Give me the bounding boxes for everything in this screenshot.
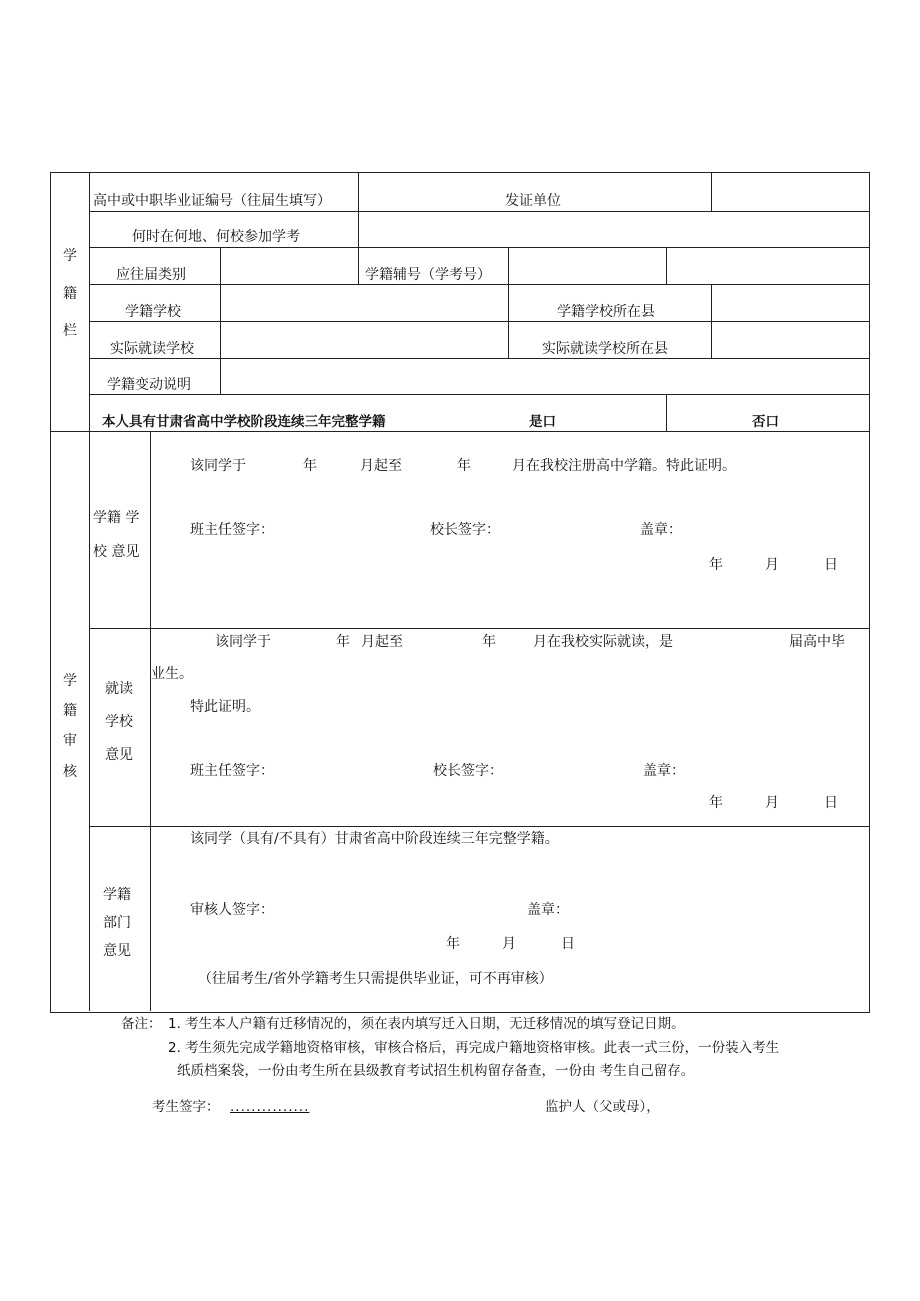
seal-label: 盖章： <box>643 763 685 779</box>
col-divider <box>508 284 509 358</box>
change-note-label: 学籍变动说明 <box>107 377 191 393</box>
opinion-text: 届高中毕 <box>789 634 845 650</box>
teacher-sign-label: 班主任签字： <box>190 763 274 779</box>
grad-category-field[interactable] <box>221 248 358 284</box>
actual-school-opinion-label: 就读 <box>105 681 133 697</box>
col-divider <box>666 247 667 284</box>
actual-county-label: 实际就读学校所在县 <box>542 341 668 357</box>
sub-label-divider <box>150 431 151 1011</box>
actual-school-label: 实际就读学校 <box>110 341 194 357</box>
section2-label-char: 学 <box>63 673 77 689</box>
section1-label-char: 籍 <box>63 286 77 302</box>
year-mark: 年 <box>336 634 350 650</box>
registry-dept-opinion-label: 部门 <box>103 915 131 931</box>
row-divider <box>89 394 869 395</box>
section2-label-char: 核 <box>63 764 77 780</box>
date-year: 年 <box>709 557 723 573</box>
month-from-mark: 月起至 <box>361 634 403 650</box>
actual-county-field[interactable] <box>712 322 868 358</box>
remark-item: 纸质档案袋，一份由考生所在县级教育考试招生机构留存备查，一份由 考生自己留存。 <box>177 1063 695 1079</box>
registry-number-field[interactable] <box>509 248 666 284</box>
row-divider <box>89 826 869 827</box>
section-divider <box>50 431 869 432</box>
seal-label: 盖章： <box>527 902 569 918</box>
section2-label-char: 籍 <box>63 703 77 719</box>
date-month: 月 <box>765 557 779 573</box>
seal-label: 盖章： <box>640 522 682 538</box>
principal-sign-label: 校长签字： <box>430 522 500 538</box>
proof-text: 特此证明。 <box>190 699 260 715</box>
month-from-mark: 月起至 <box>360 458 402 474</box>
date-month: 月 <box>765 795 779 811</box>
col-divider <box>358 247 359 284</box>
opinion-text: 月在我校实际就读，是 <box>533 634 673 650</box>
section1-label-char: 栏 <box>63 323 77 339</box>
remark-item: 2. 考生须先完成学籍地资格审核，审核合格后，再完成户籍地资格审核。此表一式三份，一份装入考生 <box>168 1040 780 1056</box>
opinion-text: 该同学于 <box>215 634 271 650</box>
reviewer-sign-label: 审核人签字： <box>190 902 274 918</box>
remarks-label: 备注： <box>121 1016 162 1032</box>
dept-note: （往届考生/省外学籍考生只需提供毕业证，可不再审核） <box>198 971 553 987</box>
date-year: 年 <box>446 936 460 952</box>
registry-county-field[interactable] <box>712 285 868 321</box>
exam-place-label: 何时在何地、何校参加学考 <box>132 229 300 245</box>
registry-school-field[interactable] <box>221 285 508 321</box>
dept-opinion-text: 该同学（具有/不具有）甘肃省高中阶段连续三年完整学籍。 <box>190 831 559 847</box>
registry-county-label: 学籍学校所在县 <box>557 304 655 320</box>
opinion-text-wrap: 业生。 <box>151 666 193 682</box>
actual-school-field[interactable] <box>221 322 508 358</box>
actual-school-opinion-label: 学校 <box>105 714 133 730</box>
col-divider <box>666 394 667 431</box>
section1-label-char: 学 <box>63 248 77 264</box>
registry-dept-opinion-label: 意见 <box>103 943 131 959</box>
student-sign-label: 考生签字： <box>152 1099 220 1115</box>
year-mark: 年 <box>482 634 496 650</box>
registry-school-opinion-label: 学籍 学 <box>93 510 140 526</box>
change-note-field[interactable] <box>221 359 868 394</box>
registry-school-label: 学籍学校 <box>125 304 181 320</box>
principal-sign-label: 校长签字： <box>433 763 503 779</box>
remark-item: 1. 考生本人户籍有迁移情况的，须在表内填写迁入日期，无迁移情况的填写登记日期。 <box>168 1016 685 1032</box>
guardian-sign-label: 监护人（父或母）， <box>545 1099 660 1115</box>
date-day: 日 <box>824 795 838 811</box>
year-mark: 年 <box>303 458 317 474</box>
date-day: 日 <box>824 557 838 573</box>
registry-statement: 本人具有甘肃省高中学校阶段连续三年完整学籍 <box>102 414 386 430</box>
issuer-field[interactable] <box>712 172 868 211</box>
issuer-label: 发证单位 <box>505 193 561 209</box>
date-day: 日 <box>561 936 575 952</box>
registry-dept-opinion-label: 学籍 <box>103 887 131 903</box>
section2-label-char: 审 <box>63 733 77 749</box>
date-year: 年 <box>709 795 723 811</box>
opinion-text: 该同学于 <box>190 458 246 474</box>
year-mark: 年 <box>457 458 471 474</box>
label-column-divider <box>89 172 90 1011</box>
exam-place-field[interactable] <box>359 212 868 247</box>
teacher-sign-label: 班主任签字： <box>190 522 274 538</box>
registry-number-label: 学籍辅号（学考号） <box>365 267 491 283</box>
row-divider <box>89 628 869 629</box>
opinion-text: 月在我校注册高中学籍。特此证明。 <box>512 458 736 474</box>
grad-category-label: 应往届类别 <box>116 267 186 283</box>
student-sign-field[interactable]: ............... <box>230 1099 310 1115</box>
date-month: 月 <box>502 936 516 952</box>
yes-checkbox[interactable]: 是口 <box>529 414 556 430</box>
no-checkbox[interactable]: 否口 <box>752 414 779 430</box>
cert-number-label: 高中或中职毕业证编号（往届生填写） <box>93 193 331 209</box>
row-divider <box>89 247 869 248</box>
registry-school-opinion-label: 校 意见 <box>93 544 140 560</box>
actual-school-opinion-label: 意见 <box>105 747 133 763</box>
